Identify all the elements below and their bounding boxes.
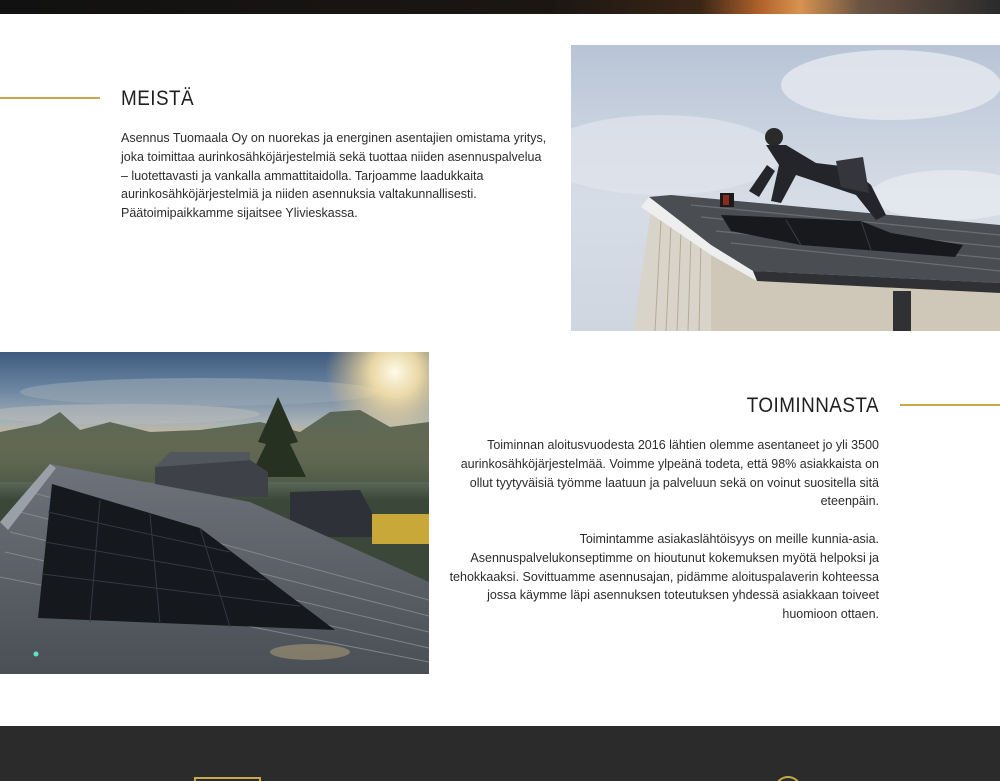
about-text: Asennus Tuomaala Oy on nuorekas ja energinen asentajien omistama yritys, joka toimittaa aurinkosähköjärjestelmiä sekä tuottaa niiden asennuspalvelua – luotettavasti ja vankalla ammattitaidolla. Tarjoamme laadukkaita aurinkosähköjärjestelmiä ja niiden asennuksia valtakunnallisesti. Päätoimipaikkamme sijaitsee Ylivieskassa.: [121, 131, 547, 221]
hero-banner-bottom: [0, 0, 1000, 14]
operations-heading: TOIMINNASTA: [746, 394, 879, 417]
footer-badge-icon: [774, 776, 802, 781]
installer-on-roof-photo: [571, 45, 1000, 331]
about-heading: MEISTÄ: [121, 87, 195, 110]
operations-paragraph: Toimintamme asiakaslähtöisyys on meille kunnia-asia. Asennuspalvelukonseptimme on hioutunut kokemuksen myötä helpoksi ja tehokkaaksi. Sovittuamme asennusajan, pidämme aloituspalaverin kohteessa jossa käymme läpi asennuksen toteutuksen yhdessä asiakkaan toiveet huomioon ottaen.: [449, 531, 879, 622]
solar-roof-sunset-photo: [0, 352, 429, 674]
site-footer: [0, 726, 1000, 781]
installer-on-roof-illustration: [571, 45, 1000, 331]
heading-accent-line: [900, 404, 1000, 406]
operations-text: [439, 436, 879, 624]
solar-roof-sunset-illustration: [0, 352, 429, 674]
footer-logo[interactable]: [194, 777, 261, 781]
operations-paragraph: Toiminnan aloitusvuodesta 2016 lähtien olemme asentaneet jo yli 3500 aurinkosähköjärjestelmää. Voimme ylpeänä todeta, että 98% asiakkaista on ollut tyytyväisiä työmme laatuun ja palveluun sekä on voinut suositella sitä eteenpäin.: [460, 438, 879, 509]
heading-accent-line: [0, 97, 100, 99]
